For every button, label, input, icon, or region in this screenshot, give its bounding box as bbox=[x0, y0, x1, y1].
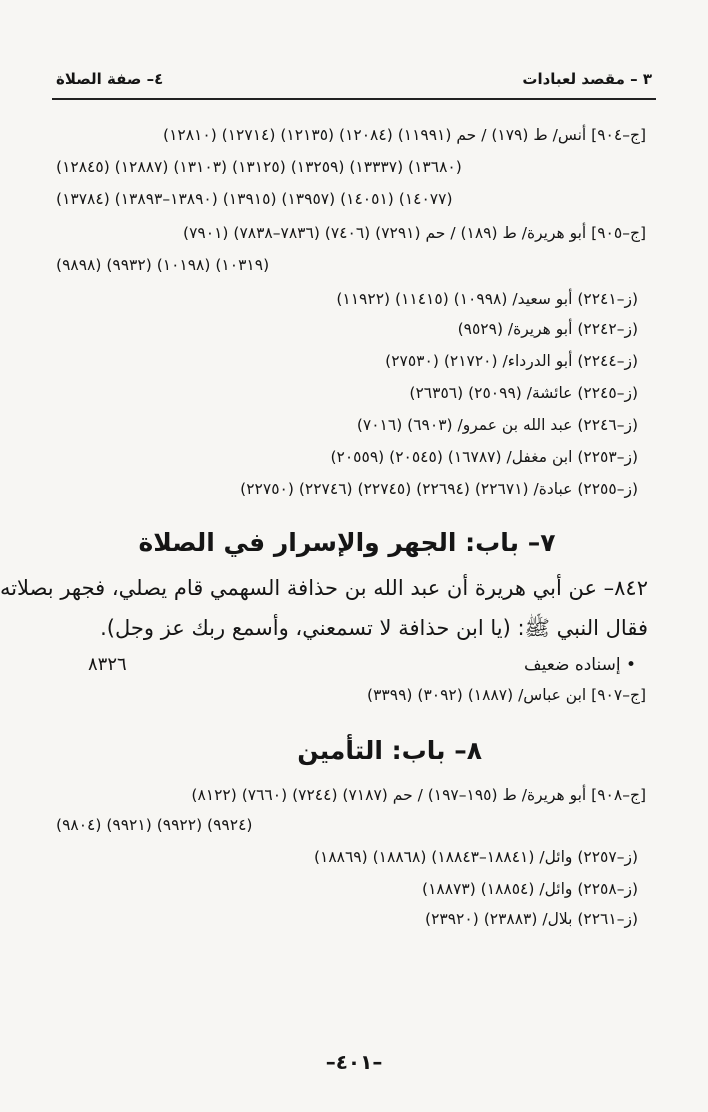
reference-line: [ج–٩٠٥] أبو هريرة/ ط (١٨٩) / حم (٧٢٩١) (٧٤٠٦) (٧٨٣٦–٧٨٣٨) (٧٩٠١) bbox=[183, 224, 646, 242]
reference-line: (٩٨٩٨) (٩٩٣٢) (١٠١٩٨) (١٠٣١٩) bbox=[56, 256, 270, 274]
reference-line: (ز–٢٢٥٧) وائل/ (١٨٨٤١–١٨٨٤٣) (١٨٨٦٨) (١٨٨٦٩) bbox=[313, 848, 638, 866]
hadith-grade: • إسناده ضعيف bbox=[524, 655, 636, 675]
reference-line: [ج–٩٠٨] أبو هريرة/ ط (١٩٥–١٩٧) / حم (٧١٨٧) (٧٢٤٤) (٧٦٦٠) (٨١٢٢) bbox=[191, 786, 646, 804]
reference-line: (ز–٢٢٤٦) عبد الله بن عمرو/ (٦٩٠٣) (٧٠١٦) bbox=[356, 416, 638, 434]
reference-line: (ز–٢٢٥٨) وائل/ (١٨٨٥٤) (١٨٨٧٣) bbox=[422, 880, 638, 898]
header-divider bbox=[52, 98, 656, 100]
reference-line: (ز–٢٢٤٥) عائشة/ (٢٥٠٩٩) (٢٦٣٥٦) bbox=[409, 384, 638, 402]
hadith-number: ٨٣٢٦ bbox=[88, 654, 127, 675]
reference-line: (ز–٢٢٦١) بلال/ (٢٣٨٨٣) (٢٣٩٢٠) bbox=[425, 910, 638, 928]
reference-line: (ز–٢٢٥٥) عبادة/ (٢٢٦٧١) (٢٢٦٩٤) (٢٢٧٤٥) (٢٢٧٤٦) (٢٢٧٥٠) bbox=[240, 480, 638, 498]
reference-line: (ز–٢٢٤٤) أبو الدرداء/ (٢١٧٢٠) (٢٧٥٣٠) bbox=[385, 352, 638, 370]
reference-line: (ز–٢٢٤١) أبو سعيد/ (١٠٩٩٨) (١١٤١٥) (١١٩٢٢) bbox=[336, 290, 638, 308]
running-header-section: ٣ – مقصد لعبادات bbox=[522, 70, 652, 88]
hadith-text: فقال النبي ﷺ: (يا ابن حذافة لا تسمعني، وأسمع ربك عز وجل). bbox=[100, 616, 648, 640]
reference-line: (ز–٢٢٤٢) أبو هريرة/ (٩٥٢٩) bbox=[457, 320, 638, 338]
reference-line: [ج–٩٠٧] ابن عباس/ (١٨٨٧) (٣٠٩٢) (٣٣٩٩) bbox=[367, 686, 646, 704]
hadith-text: ٨٤٢– عن أبي هريرة أن عبد الله بن حذافة السهمي قام يصلي، فجهر بصلاته bbox=[0, 576, 648, 600]
chapter-heading: ٧– باب: الجهر والإسرار في الصلاة bbox=[138, 528, 556, 557]
reference-line: (ز–٢٢٥٣) ابن مغفل/ (١٦٧٨٧) (٢٠٥٤٥) (٢٠٥٥٩) bbox=[330, 448, 638, 466]
reference-line: (١٢٨٤٥) (١٢٨٨٧) (١٣١٠٣) (١٣١٢٥) (١٣٢٥٩) (١٣٣٣٧) (١٣٦٨٠) bbox=[56, 158, 462, 176]
reference-line: [ج–٩٠٤] أنس/ ط (١٧٩) / حم (١١٩٩١) (١٢٠٨٤) (١٢١٣٥) (١٢٧١٤) (١٢٨١٠) bbox=[163, 126, 646, 144]
page-number: –٤٠١– bbox=[325, 1050, 383, 1074]
running-header-chapter: ٤– صفة الصلاة bbox=[56, 70, 164, 88]
reference-line: (١٣٧٨٤) (١٣٨٩٠–١٣٨٩٣) (١٣٩١٥) (١٣٩٥٧) (١٤٠٥١) (١٤٠٧٧) bbox=[56, 190, 453, 208]
chapter-heading: ٨– باب: التأمين bbox=[297, 736, 482, 765]
reference-line: (٩٨٠٤) (٩٩٢١) (٩٩٢٢) (٩٩٢٤) bbox=[56, 816, 253, 834]
